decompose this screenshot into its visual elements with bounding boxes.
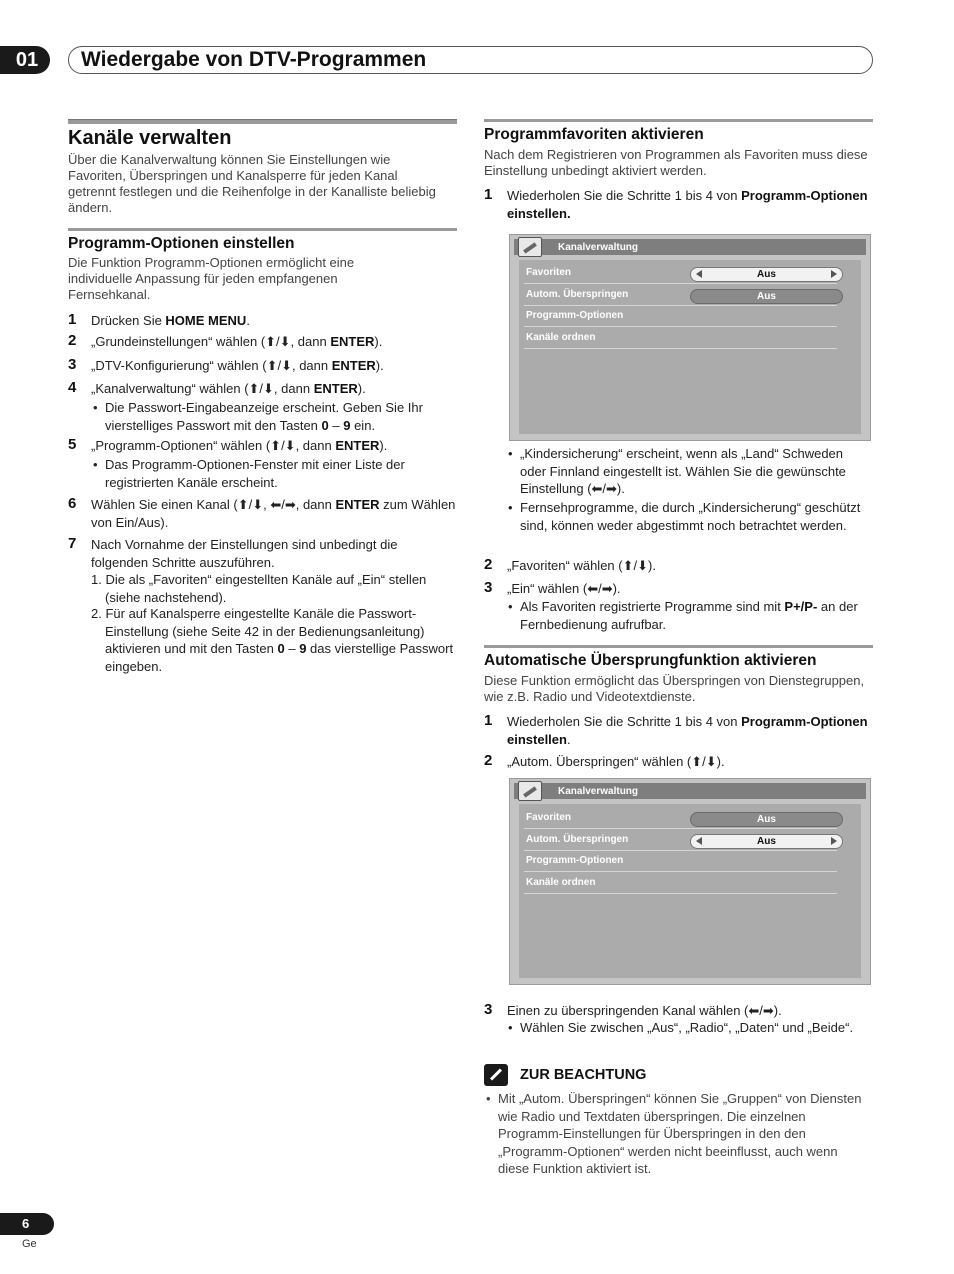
note-text: • Mit „Autom. Überspringen“ können Sie „Gruppen“ von Diensten wie Radio und Textdaten überspringen. Die einzelnen Programm-Einstellungen für Überspringen in den den „Programm-Optionen“ werden nicht beeinflusst, auch wenn diese Funktion aktiviert ist.	[484, 1090, 866, 1178]
menu-row-label: Favoriten	[526, 812, 572, 823]
step-4: 4 „Kanalverwaltung“ wählen (⬆/⬇, dann ENTER).	[68, 379, 366, 396]
favorites-value[interactable]: Aus	[690, 812, 843, 827]
remote-icon	[518, 781, 542, 801]
auto-skip-bullet: • Wählen Sie zwischen „Aus“, „Radio“, „Daten“ und „Beide“.	[506, 1019, 866, 1037]
step-number: 6	[68, 495, 77, 512]
step-number: 3	[484, 1001, 493, 1018]
step-7-sub-1: 1. Die als „Favoriten“ eingestellten Kanäle auf „Ein“ stellen (siehe nachstehend).	[91, 572, 427, 605]
favorites-intro: Nach dem Registrieren von Programmen als Favoriten muss diese Einstellung unbedingt aktiviert werden.	[484, 147, 868, 178]
screen-menu	[519, 804, 861, 978]
step-5: 5 „Programm-Optionen“ wählen (⬆/⬇, dann ENTER).	[68, 436, 388, 453]
menu-row-label: Programm-Optionen	[526, 310, 624, 321]
step-3: 3 „DTV-Konfigurierung“ wählen (⬆/⬇, dann ENTER).	[68, 356, 384, 373]
step-number: 1	[68, 311, 77, 328]
chapter-number: 01	[0, 46, 50, 74]
auto-skip-value[interactable]: Aus	[690, 289, 843, 304]
menu-row-label: Autom. Überspringen	[526, 289, 629, 300]
step-number: 3	[484, 579, 493, 596]
page-language: Ge	[22, 1238, 37, 1250]
remote-icon	[518, 237, 542, 257]
favorites-bullet-3: • Als Favoriten registrierte Programme sind mit P+/P- an der Fernbedienung aufrufbar.	[506, 598, 866, 633]
auto-skip-rule	[484, 645, 873, 648]
favorites-bullet-1: • „Kindersicherung“ erscheint, wenn als „Land“ Schweden oder Finnland eingestellt ist. Wählen Sie die gewünschte Einstellung (⬅/➡).	[506, 445, 866, 498]
menu-row-program-options[interactable]	[524, 851, 837, 872]
favorites-rule	[484, 119, 873, 122]
screen-titlebar	[514, 239, 866, 255]
menu-row-label: Autom. Überspringen	[526, 834, 629, 845]
favorites-step-1: 1 Wiederholen Sie die Schritte 1 bis 4 von Programm-Optionen einstellen.	[484, 186, 868, 221]
auto-skip-value-selector[interactable]: Aus	[690, 834, 843, 849]
favorites-step-3: 3 „Ein“ wählen (⬅/➡).	[484, 579, 621, 596]
screen-titlebar	[514, 783, 866, 799]
menu-row-favorites[interactable]	[524, 263, 837, 284]
menu-row-auto-skip[interactable]	[524, 285, 837, 306]
note-title: ZUR BEACHTUNG	[520, 1067, 647, 1083]
menu-row-label: Favoriten	[526, 267, 572, 278]
section-rule	[68, 119, 457, 124]
note-pencil-icon	[484, 1064, 508, 1086]
section-intro: Über die Kanalverwaltung können Sie Einstellungen wie Favoriten, Überspringen und Kanalsperre für jeden Kanal getrennt festlegen und die Reihenfolge in der Kanalliste beliebig ändern.	[68, 152, 436, 215]
auto-skip-intro: Diese Funktion ermöglicht das Überspringen von Dienstegruppen, wie z.B. Radio und Videotextdienste.	[484, 673, 865, 704]
auto-skip-step-2: 2 „Autom. Überspringen“ wählen (⬆/⬇).	[484, 752, 725, 769]
subsection-intro: Die Funktion Programm-Optionen ermöglicht eine individuelle Anpassung für jeden empfangenen Fernsehkanal.	[68, 255, 355, 302]
auto-skip-step-1: 1 Wiederholen Sie die Schritte 1 bis 4 von Programm-Optionen einstellen.	[484, 712, 868, 747]
arrow-right-icon[interactable]	[831, 270, 837, 278]
menu-row-sort-channels[interactable]	[524, 873, 837, 894]
auto-skip-step-3: 3 Einen zu überspringenden Kanal wählen (⬅/➡).	[484, 1001, 782, 1018]
step-number: 3	[68, 356, 77, 373]
menu-row-label: Programm-Optionen	[526, 855, 624, 866]
favorites-step-2: 2 „Favoriten“ wählen (⬆/⬇).	[484, 556, 656, 573]
page-number: 6	[0, 1213, 54, 1235]
auto-skip-title: Automatische Übersprungfunktion aktivieren	[484, 652, 817, 669]
arrow-left-icon[interactable]	[696, 270, 702, 278]
menu-row-favorites[interactable]	[524, 808, 837, 829]
step-number: 5	[68, 436, 77, 453]
step-4-bullet: • Die Passwort-Eingabeanzeige erscheint. Geben Sie Ihr vierstelliges Passwort mit den Tasten 0 – 9 ein.	[91, 399, 457, 434]
section-title: Kanäle verwalten	[68, 127, 232, 149]
step-number: 4	[68, 379, 77, 396]
step-5-bullet: • Das Programm-Optionen-Fenster mit einer Liste der registrierten Kanäle erscheint.	[91, 456, 457, 491]
channel-manager-screen-2	[509, 778, 871, 985]
step-number: 1	[484, 712, 493, 729]
step-1: 1 Drücken Sie HOME MENU.	[68, 311, 250, 328]
step-number: 1	[484, 186, 493, 203]
step-number: 7	[68, 535, 77, 552]
menu-row-auto-skip[interactable]	[524, 830, 837, 851]
step-6: 6 Wählen Sie einen Kanal (⬆/⬇, ⬅/➡, dann ENTER zum Wählen von Ein/Aus).	[68, 495, 456, 530]
menu-row-program-options[interactable]	[524, 306, 837, 327]
step-number: 2	[68, 332, 77, 349]
chapter-title: Wiedergabe von DTV-Programmen	[68, 46, 873, 74]
menu-row-label: Kanäle ordnen	[526, 332, 596, 343]
screen-menu	[519, 260, 861, 434]
subsection-title: Programm-Optionen einstellen	[68, 235, 295, 252]
menu-row-label: Kanäle ordnen	[526, 877, 596, 888]
favorites-title: Programmfavoriten aktivieren	[484, 126, 704, 143]
step-2: 2 „Grundeinstellungen“ wählen (⬆/⬇, dann ENTER).	[68, 332, 383, 349]
step-number: 2	[484, 556, 493, 573]
arrow-right-icon[interactable]	[831, 837, 837, 845]
arrow-left-icon[interactable]	[696, 837, 702, 845]
screen-title: Kanalverwaltung	[558, 786, 639, 797]
step-7: 7 Nach Vornahme der Einstellungen sind unbedingt die folgenden Schritte auszuführen.	[68, 535, 398, 570]
favorites-bullet-2: • Fernsehprogramme, die durch „Kindersicherung“ geschützt sind, können weder abgestimmt noch betrachtet werden.	[506, 499, 866, 534]
subsection-rule	[68, 228, 457, 231]
menu-row-sort-channels[interactable]	[524, 328, 837, 349]
step-number: 2	[484, 752, 493, 769]
channel-manager-screen-1	[509, 234, 871, 441]
step-7-sub-2: 2. Für auf Kanalsperre eingestellte Kanäle die Passwort-Einstellung (siehe Seite 42 in der Bedienungsanleitung) aktivieren und mit den Tasten 0 – 9 das vierstellige Passwort eingeben.	[91, 606, 454, 674]
screen-title: Kanalverwaltung	[558, 242, 639, 253]
favorites-value-selector[interactable]: Aus	[690, 267, 843, 282]
